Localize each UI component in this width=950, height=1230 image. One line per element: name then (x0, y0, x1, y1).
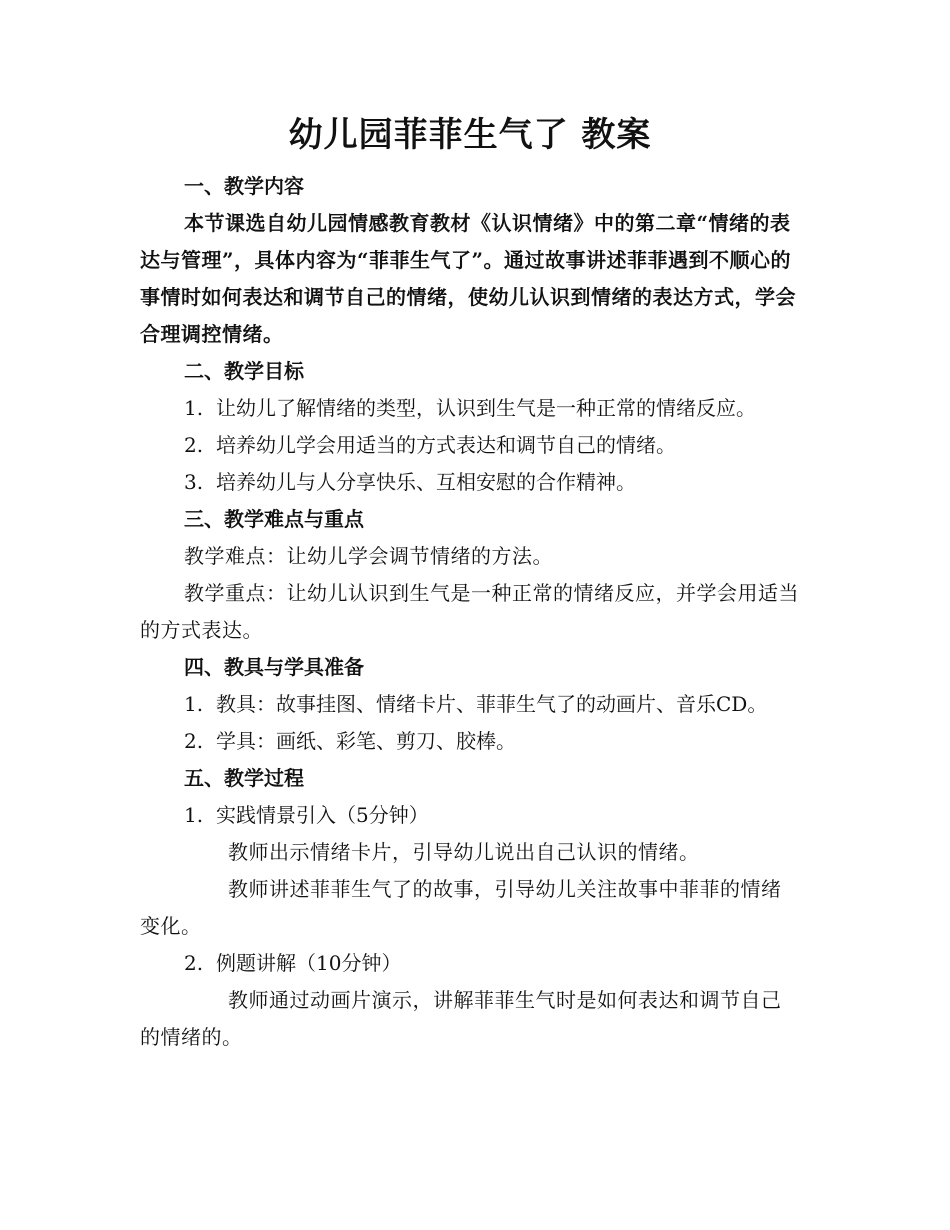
process-paragraph: 教师出示情绪卡片，引导幼儿说出自己认识的情绪。 (228, 840, 700, 864)
section-heading-key-points: 三、教学难点与重点 (184, 507, 364, 531)
goal-item-text: 培养幼儿与人分享快乐、互相安慰的合作精神。 (216, 470, 636, 494)
process-step-text: 例题讲解（10分钟） (216, 951, 402, 975)
material-item-number: 2. (184, 729, 204, 753)
document-page (140, 110, 800, 1056)
goal-item (140, 427, 800, 464)
process-step-title (140, 945, 800, 982)
goal-item (140, 464, 800, 501)
process-step-number: 2. (184, 951, 204, 975)
material-item-number: 1. (184, 692, 204, 716)
goal-item (140, 390, 800, 427)
process-step-title (140, 797, 800, 834)
section-heading-content: 一、教学内容 (184, 174, 304, 198)
material-item-text: 学具：画纸、彩笔、剪刀、胶棒。 (216, 729, 516, 753)
section-heading-goals: 二、教学目标 (184, 359, 304, 383)
material-item-text: 教具：故事挂图、情绪卡片、菲菲生气了的动画片、音乐CD。 (216, 692, 768, 716)
goal-item-number: 1. (184, 396, 204, 420)
focus-text: 教学重点：让幼儿认识到生气是一种正常的情绪反应，并学会用适当的方式表达。 (140, 581, 799, 642)
material-item (140, 723, 800, 760)
document-title: 幼儿园菲菲生气了 教案 (288, 115, 652, 155)
section-heading-process: 五、教学过程 (184, 766, 304, 790)
goal-item-text: 让幼儿了解情绪的类型，认识到生气是一种正常的情绪反应。 (216, 396, 756, 420)
section-heading-materials: 四、教具与学具准备 (184, 655, 364, 679)
goal-item-text: 培养幼儿学会用适当的方式表达和调节自己的情绪。 (216, 433, 676, 457)
process-step-number: 1. (184, 803, 204, 827)
process-step-text: 实践情景引入（5分钟） (216, 803, 429, 827)
process-paragraph: 教师通过动画片演示，讲解菲菲生气时是如何表达和调节自己的情绪的。 (140, 988, 782, 1049)
difficulty-text: 教学难点：让幼儿学会调节情绪的方法。 (184, 544, 553, 568)
section-content-text: 本节课选自幼儿园情感教育教材《认识情绪》中的第二章“情绪的表达与管理”，具体内容为“菲菲生气了”。通过故事讲述菲菲遇到不顺心的事情时如何表达和调节自己的情绪，使幼儿认识到情绪的表达方式，学会合理调控情绪。 (140, 211, 796, 346)
goal-item-number: 3. (184, 470, 204, 494)
process-paragraph: 教师讲述菲菲生气了的故事，引导幼儿关注故事中菲菲的情绪变化。 (140, 877, 782, 938)
material-item (140, 686, 800, 723)
goal-item-number: 2. (184, 433, 204, 457)
